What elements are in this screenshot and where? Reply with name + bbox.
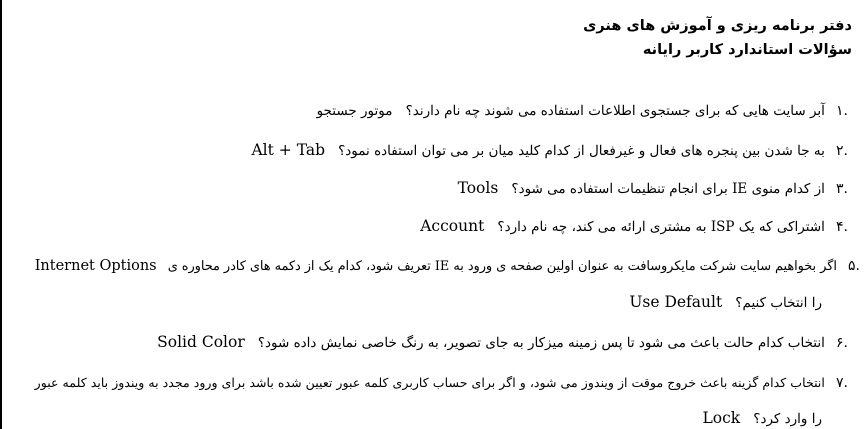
question-answer: Internet Options — [34, 258, 157, 274]
question-6 — [157, 332, 848, 351]
question-text: اگر بخواهیم سایت شرکت مایکروسافت به عنوان اولین صفحه ی ورود به IE تعریف شود، کدام یک از دکمه های کادر محاوره ی — [167, 259, 837, 274]
question-answer: Use Default — [629, 293, 723, 311]
question-text: به جا شدن بین پنجره های فعال و غیرفعال از کدام کلید میان بر می توان استفاده نمود؟ — [338, 143, 825, 159]
question-answer: Lock — [702, 409, 741, 427]
question-number: .۴ — [836, 219, 848, 235]
question-answer: موتور جستجو — [316, 103, 393, 119]
document-header — [583, 14, 852, 62]
question-text: انتخاب کدام حالت باعث می شود تا پس زمینه میزکار به جای تصویر، به رنگ خاصی نمایش داده شود؟ — [257, 335, 825, 351]
question-number: .۳ — [836, 181, 848, 197]
question-number: .۵ — [848, 258, 860, 274]
question-text-continued: را وارد کرد؟ — [753, 411, 822, 427]
header-subtitle: سؤالات استاندارد کاربر رایانه — [642, 42, 852, 58]
question-1 — [317, 100, 848, 119]
question-answer: Alt + Tab — [251, 141, 325, 159]
question-text: آبر سایت هایی که برای جستجوی اطلاعات استفاده می شوند چه نام دارند؟ — [405, 103, 825, 119]
question-text-continued: را انتخاب کنیم؟ — [735, 295, 822, 311]
question-3 — [458, 178, 848, 197]
question-number: .۶ — [836, 335, 848, 351]
question-number: .۱ — [836, 103, 848, 119]
question-7 — [35, 372, 848, 391]
question-answer: Solid Color — [157, 333, 245, 351]
question-number: .۲ — [836, 143, 848, 159]
question-text: انتخاب کدام گزینه باعث خروج موقت از ویندوز می شود، و اگر برای حساب کاربری کلمه عبور تعیین شده باشد برای ورود مجدد به ویندوز باید کلمه عبور — [34, 375, 825, 390]
question-text: اشتراکی که یک ISP به مشتری ارائه می کند، چه نام دارد؟ — [497, 219, 825, 235]
question-2 — [251, 140, 848, 159]
page-border — [0, 0, 2, 429]
question-number: .۷ — [836, 375, 848, 391]
question-5-continuation — [629, 292, 822, 311]
question-text: از کدام منوی IE برای انجام تنظیمات استفاده می شود؟ — [511, 181, 825, 197]
header-title: دفتر برنامه ریزی و آموزش های هنری — [583, 18, 852, 34]
question-answer: Account — [420, 217, 485, 235]
question-answer: Tools — [457, 179, 499, 197]
question-4 — [420, 216, 848, 235]
question-7-continuation — [702, 408, 822, 427]
question-5 — [35, 255, 860, 274]
